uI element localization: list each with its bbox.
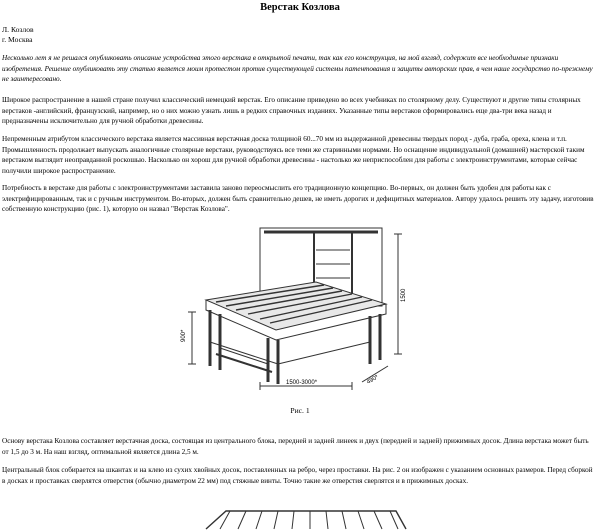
author-city: г. Москва (2, 35, 33, 44)
body-paragraph: Непременным атрибутом классического верстака является массивная верстачная доска толщиной 60...70 мм из выдержанной древесины твердых пород - дуба, граба, ореха, клена и т.п. Промышленность продолжает выпускать аналогичные столярные верстаки, руководствуясь все теми же старинными нормами. Но оснащение индивидуальной (домашней) мастерской таким верстаком выглядит неоправданной роскошью. Насколько он хорош для ручной обработки древесины - настолько же неприспособлен для работы с электроинструментами, которые сейчас получили широкое распространение. (2, 135, 585, 175)
dim-length-label: 1500-3000* (286, 380, 318, 386)
article-title: Верстак Козлова (260, 2, 340, 13)
author-block (2, 25, 34, 45)
intro-paragraph: Несколько лет я не решался опубликовать описание устройства этого верстака в открытой печати, так как его конструкция, на мой взгляд, содержит все необходимые признаки изобретения. Решение опубликовать эту статью является моим протестом против существующей системы патентования и защиты авторских прав, в чем наше государство по-прежнему не заинтересовано. (2, 54, 593, 84)
body-paragraph: Широкое распространение в нашей стране получил классический немецкий верстак. Его описание приведено во всех учебниках по столярному делу. Существуют и другие типы столярных верстаков -английский, французский, например, но о них можно узнать лишь в редких справочных изданиях. Указанные типы верстаков сформировались еще два-три века назад и предназначены исключительно для ручной обработки древесины. (2, 96, 581, 126)
body-paragraph: Потребность в верстаке для работы с электроинструментами заставила заново переосмыслить его традиционную концепцию. Во-первых, он должен быть удобен для работы как с электрифицированным, так и с ручным инструментом. Во-вторых, должен быть сравнительно дешев, не иметь дорогих и дефицитных материалов. Автору удалось решить эту задачу, изготовив собственную конструкцию (рис. 1), которую он назвал "Верстак Козлова". (2, 184, 594, 214)
dim-total-label: 1500 (401, 288, 407, 302)
author-name: Л. Козлов (2, 25, 34, 34)
body-paragraph: Основу верстака Козлова составляет верстачная доска, состоящая из центрального блока, передней и задней линеек и двух (передней и задней) прижимных досок. Длина верстака может быть от 1,5 до 3 м. На наш взгляд, оптимальной является длина 2,5 м. (2, 437, 589, 456)
figure-2-partial (196, 507, 416, 531)
workbench-figure (176, 214, 416, 394)
dim-height-label: 900* (181, 329, 187, 342)
body-paragraph: Центральный блок собирается на шкантах и на клею из сухих хвойных досок, поставленных на ребро, через проставки. На рис. 2 он изображен с указанием основных размеров. Перед сборкой в досках и проставках сверлятся отверстия (обычно диаметром 22 мм) под стяжные винты. Точно такие же отверстия сверлятся и в прижимных досках. (2, 466, 593, 485)
dim-depth-label: 490* (366, 374, 380, 386)
figure-caption: Рис. 1 (290, 406, 310, 415)
